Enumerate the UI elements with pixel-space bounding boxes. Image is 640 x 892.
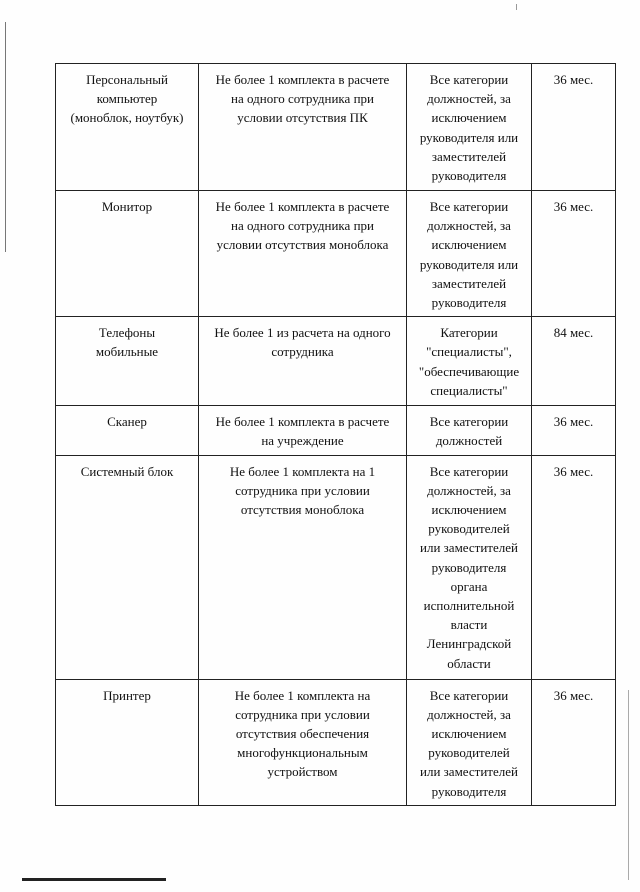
categories-text: Все категории должностей, за исключением руководителей или заместителей руководителя органа исполнительной власти Ленинградской области: [420, 463, 518, 671]
equipment-norms-table: [55, 63, 616, 806]
equipment-name: Принтер: [103, 687, 151, 703]
norm-text: Не более 1 комплекта на 1 сотрудника при условии отсутствия моноблока: [229, 463, 376, 518]
categories-text: Все категории должностей, за исключением руководителей или заместителей руководителя: [420, 687, 518, 799]
categories-cell: [407, 455, 532, 679]
term-text: 36 мес.: [553, 199, 594, 214]
term-text: 36 мес.: [553, 72, 594, 87]
categories-text: Все категории должностей, за исключением руководителя или заместителей руководителя: [419, 199, 519, 311]
term-cell: [532, 191, 616, 317]
norm-text: Не более 1 комплекта в расчете на учреждение: [215, 414, 390, 449]
table-row: [56, 406, 616, 455]
norm-cell: [199, 64, 407, 191]
categories-cell: [407, 64, 532, 191]
norm-cell: [199, 191, 407, 317]
term-cell: [532, 406, 616, 455]
categories-text: Все категории должностей: [429, 414, 509, 449]
norm-text: Не более 1 комплекта в расчете на одного сотрудника при условии отсутствия моноблока: [215, 199, 390, 253]
categories-cell: [407, 191, 532, 317]
term-cell: [532, 679, 616, 805]
equipment-name-cell: [56, 679, 199, 805]
equipment-name-cell: [56, 317, 199, 406]
equipment-name: Персональный компьютер (моноблок, ноутбук): [70, 72, 184, 126]
categories-cell: [407, 317, 532, 406]
scan-edge-mark: [5, 22, 6, 252]
norm-cell: [199, 455, 407, 679]
norm-cell: [199, 406, 407, 455]
table-row: [56, 64, 616, 191]
table-row: [56, 317, 616, 406]
term-cell: [532, 64, 616, 191]
norm-text: Не более 1 комплекта на сотрудника при условии отсутствия обеспечения многофункциональным устройством: [234, 687, 371, 780]
term-text: 36 мес.: [553, 463, 594, 479]
term-text: 36 мес.: [553, 687, 594, 703]
equipment-name: Системный блок: [80, 463, 174, 479]
table-row: [56, 191, 616, 317]
norm-cell: [199, 679, 407, 805]
term-text: 84 мес.: [553, 325, 594, 341]
scan-tick-mark: [516, 4, 517, 10]
categories-cell: [407, 679, 532, 805]
norm-text: Не более 1 из расчета на одного сотрудника: [214, 325, 391, 360]
scan-edge-mark-right: [628, 690, 629, 880]
categories-text: Все категории должностей, за исключением руководителя или заместителей руководителя: [419, 72, 519, 184]
term-cell: [532, 317, 616, 406]
term-text: 36 мес.: [553, 414, 594, 430]
equipment-name: Телефоны мобильные: [95, 325, 159, 360]
footer-rule: [22, 878, 166, 881]
term-cell: [532, 455, 616, 679]
norm-text: Не более 1 комплекта в расчете на одного сотрудника при условии отсутствия ПК: [215, 72, 390, 126]
equipment-name: Монитор: [101, 199, 153, 214]
table-row: [56, 455, 616, 679]
equipment-name-cell: [56, 191, 199, 317]
categories-cell: [407, 406, 532, 455]
equipment-name-cell: [56, 64, 199, 191]
table-row: [56, 679, 616, 805]
equipment-name: Сканер: [107, 414, 147, 430]
norm-cell: [199, 317, 407, 406]
equipment-name-cell: [56, 406, 199, 455]
equipment-name-cell: [56, 455, 199, 679]
categories-text: Категории "специалисты", "обеспечивающие специалисты": [418, 325, 520, 398]
